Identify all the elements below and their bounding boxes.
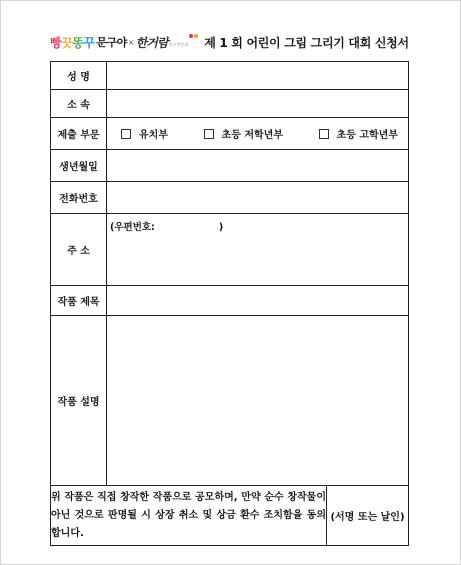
category-label: 제출 부문 xyxy=(51,118,107,150)
checkbox-icon[interactable] xyxy=(121,129,131,139)
affiliation-field[interactable] xyxy=(107,90,409,118)
signature-field[interactable]: (서명 또는 날인) xyxy=(327,486,409,546)
pledge-row xyxy=(51,486,409,546)
artwork-description-field[interactable] xyxy=(107,316,409,486)
pledge-text: 위 작품은 직접 창작한 작품으로 공모하며, 만약 순수 창작물이 아닌 것으로 판명될 시 상장 취소 및 상금 환수 조치함을 동의합니다. xyxy=(51,486,327,546)
name-field[interactable] xyxy=(107,62,409,90)
affiliation-row xyxy=(51,90,409,118)
artwork-description-label: 작품 설명 xyxy=(51,316,107,486)
third-logo: 한거람 xyxy=(135,35,168,50)
category-field xyxy=(107,118,409,150)
name-label: 성 명 xyxy=(51,62,107,90)
third-logo-sub: 문구전문점 xyxy=(168,42,189,47)
name-row xyxy=(51,62,409,90)
artwork-title-field[interactable] xyxy=(107,286,409,316)
category-option-upper-elementary[interactable]: 초등 고학년부 xyxy=(319,126,398,141)
category-option-lower-elementary[interactable]: 초등 저학년부 xyxy=(204,126,283,141)
collaboration-x: × xyxy=(127,37,135,47)
affiliation-label: 소 속 xyxy=(51,90,107,118)
category-row xyxy=(51,118,409,150)
artwork-title-row xyxy=(51,286,409,316)
application-form xyxy=(50,61,409,546)
address-row xyxy=(51,214,409,286)
logo-dot-icon xyxy=(189,34,193,38)
page-title: 제 1 회 어린이 그림 그리기 대회 신청서 xyxy=(204,35,409,50)
checkbox-icon[interactable] xyxy=(319,129,329,139)
address-label: 주 소 xyxy=(51,214,107,286)
checkbox-icon[interactable] xyxy=(204,129,214,139)
postal-code-line: (우편번호: ) xyxy=(110,222,224,233)
artwork-title-label: 작품 제목 xyxy=(51,286,107,316)
artwork-description-row xyxy=(51,316,409,486)
address-field[interactable] xyxy=(107,214,409,286)
phone-label: 전화번호 xyxy=(51,182,107,214)
brand-logo: 빵끗똥꾸 xyxy=(50,35,95,50)
birthdate-field[interactable] xyxy=(107,150,409,182)
birthdate-label: 생년월일 xyxy=(51,150,107,182)
phone-field[interactable] xyxy=(107,182,409,214)
page-header xyxy=(50,30,410,54)
phone-row xyxy=(51,182,409,214)
logo-dot-icon xyxy=(194,34,198,38)
birthdate-row xyxy=(51,150,409,182)
partner-logo: 문구야 xyxy=(96,36,127,49)
category-option-kindergarten[interactable]: 유치부 xyxy=(121,126,168,141)
